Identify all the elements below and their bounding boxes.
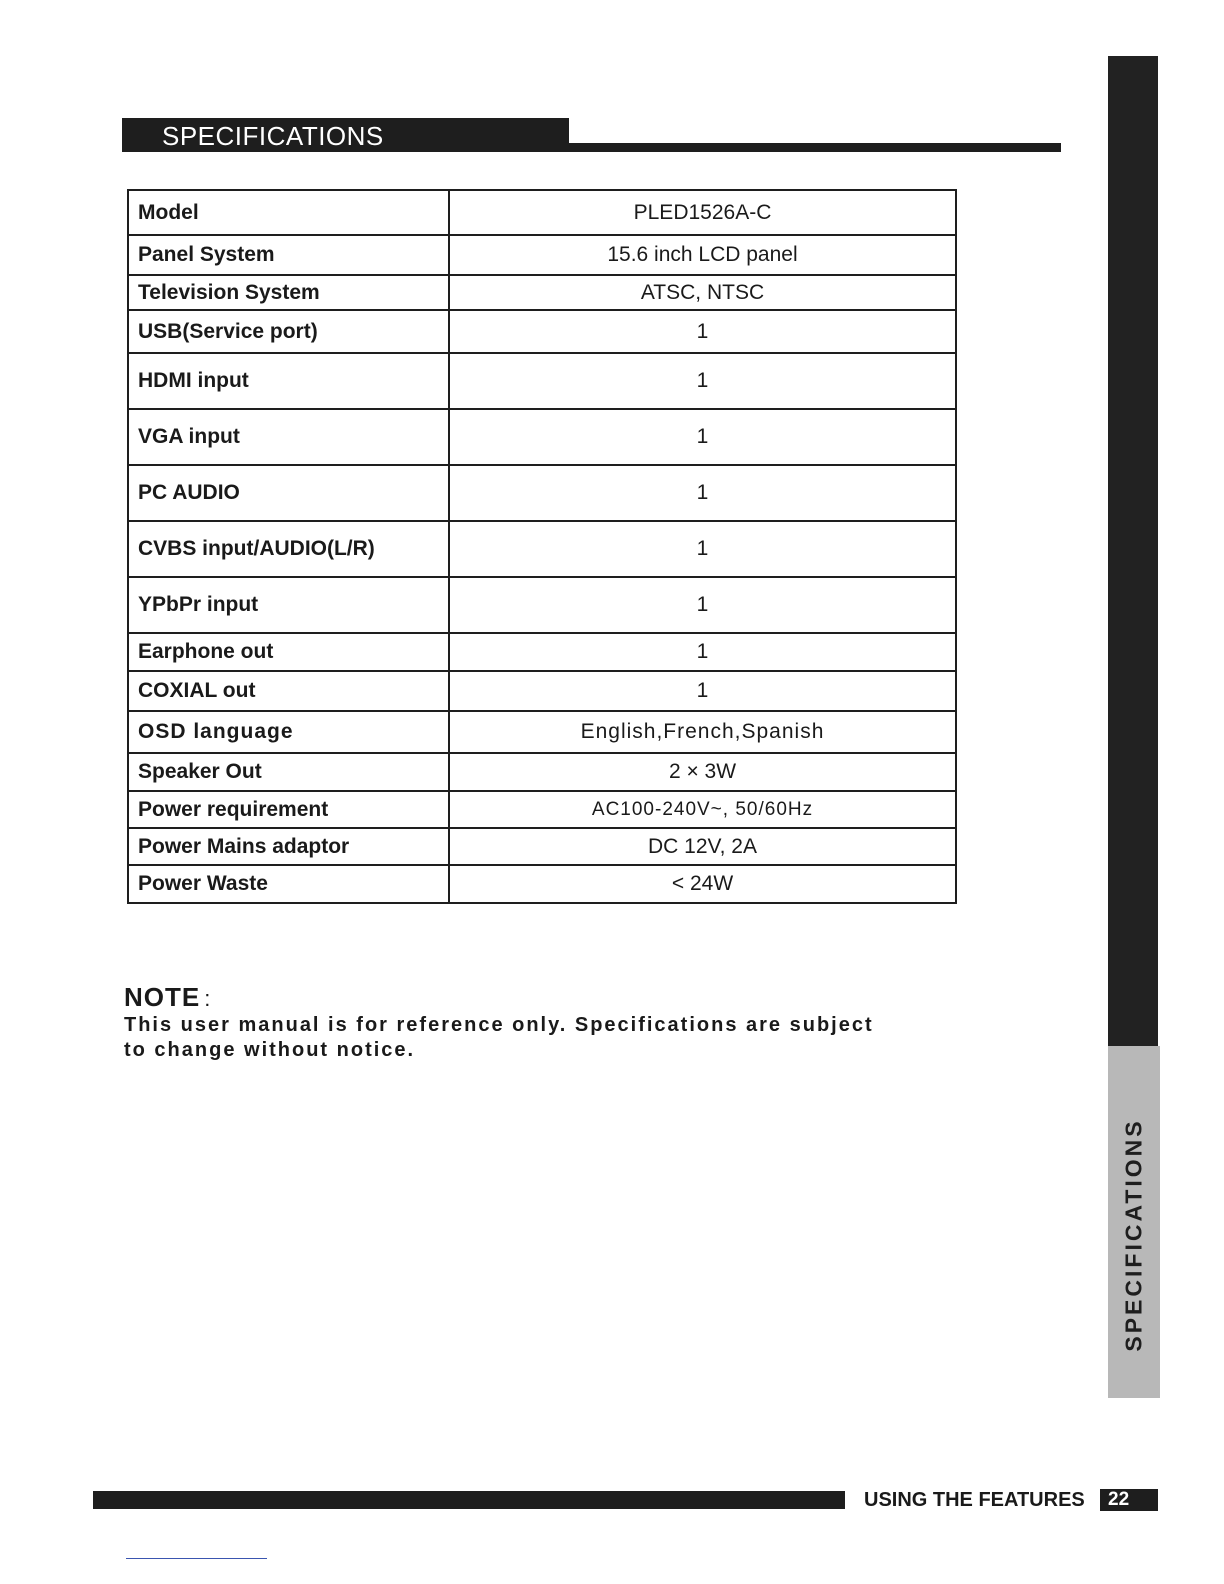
spec-value: 1 [449, 409, 956, 465]
table-row [128, 409, 956, 465]
table-row [128, 671, 956, 711]
table-row [128, 633, 956, 671]
table-row [128, 828, 956, 865]
table-row [128, 753, 956, 791]
spec-label: VGA input [128, 409, 449, 465]
spec-label: COXIAL out [128, 671, 449, 711]
spec-label: Power Waste [128, 865, 449, 903]
table-row [128, 865, 956, 903]
footer-bar [93, 1491, 845, 1509]
note-text [124, 1013, 924, 1063]
spec-value: < 24W [449, 865, 956, 903]
spec-value: DC 12V, 2A [449, 828, 956, 865]
spec-label: Earphone out [128, 633, 449, 671]
spec-label: USB(Service port) [128, 310, 449, 353]
note-line-2: to change without notice. [124, 1039, 416, 1061]
table-row [128, 465, 956, 521]
header-rule [569, 143, 1061, 152]
spec-label: PC AUDIO [128, 465, 449, 521]
spec-value: PLED1526A-C [449, 190, 956, 235]
spec-label: Power requirement [128, 791, 449, 828]
spec-label: Panel System [128, 235, 449, 275]
spec-value: 2 × 3W [449, 753, 956, 791]
spec-value: 1 [449, 577, 956, 633]
spec-label: Television System [128, 275, 449, 310]
table-row [128, 353, 956, 409]
spec-label: OSD language [128, 711, 449, 753]
table-row [128, 791, 956, 828]
spec-value: 1 [449, 671, 956, 711]
spec-value: AC100-240V~, 50/60Hz [449, 791, 956, 828]
table-row [128, 310, 956, 353]
spec-value: 1 [449, 521, 956, 577]
footer-section-label: USING THE FEATURES [864, 1489, 1085, 1511]
spec-value: 1 [449, 353, 956, 409]
spec-label: YPbPr input [128, 577, 449, 633]
table-row [128, 577, 956, 633]
spec-value: ATSC, NTSC [449, 275, 956, 310]
table-row [128, 711, 956, 753]
table-row [128, 190, 956, 235]
table-row [128, 275, 956, 310]
side-bar [1108, 56, 1158, 1046]
spec-value: 1 [449, 465, 956, 521]
spec-label: Power Mains adaptor [128, 828, 449, 865]
side-tab-label: SPECIFICATIONS [1120, 1118, 1147, 1352]
note-title: NOTE [124, 982, 201, 1012]
page-number-box [1100, 1489, 1158, 1511]
note-line-1: This user manual is for reference only. Specifications are subject [124, 1014, 874, 1036]
note-heading [124, 982, 211, 1013]
page-number: 22 [1108, 1489, 1130, 1510]
spec-value: English,French,Spanish [449, 711, 956, 753]
section-header [122, 118, 569, 152]
spec-value: 15.6 inch LCD panel [449, 235, 956, 275]
spec-value: 1 [449, 310, 956, 353]
note-colon: : [204, 986, 212, 1011]
spec-label: CVBS input/AUDIO(L/R) [128, 521, 449, 577]
spec-label: Speaker Out [128, 753, 449, 791]
table-row [128, 235, 956, 275]
spec-label: HDMI input [128, 353, 449, 409]
link-underline [126, 1558, 267, 1559]
spec-value: 1 [449, 633, 956, 671]
spec-label: Model [128, 190, 449, 235]
specifications-table [127, 189, 957, 904]
table-row [128, 521, 956, 577]
section-title: SPECIFICATIONS [162, 121, 384, 151]
